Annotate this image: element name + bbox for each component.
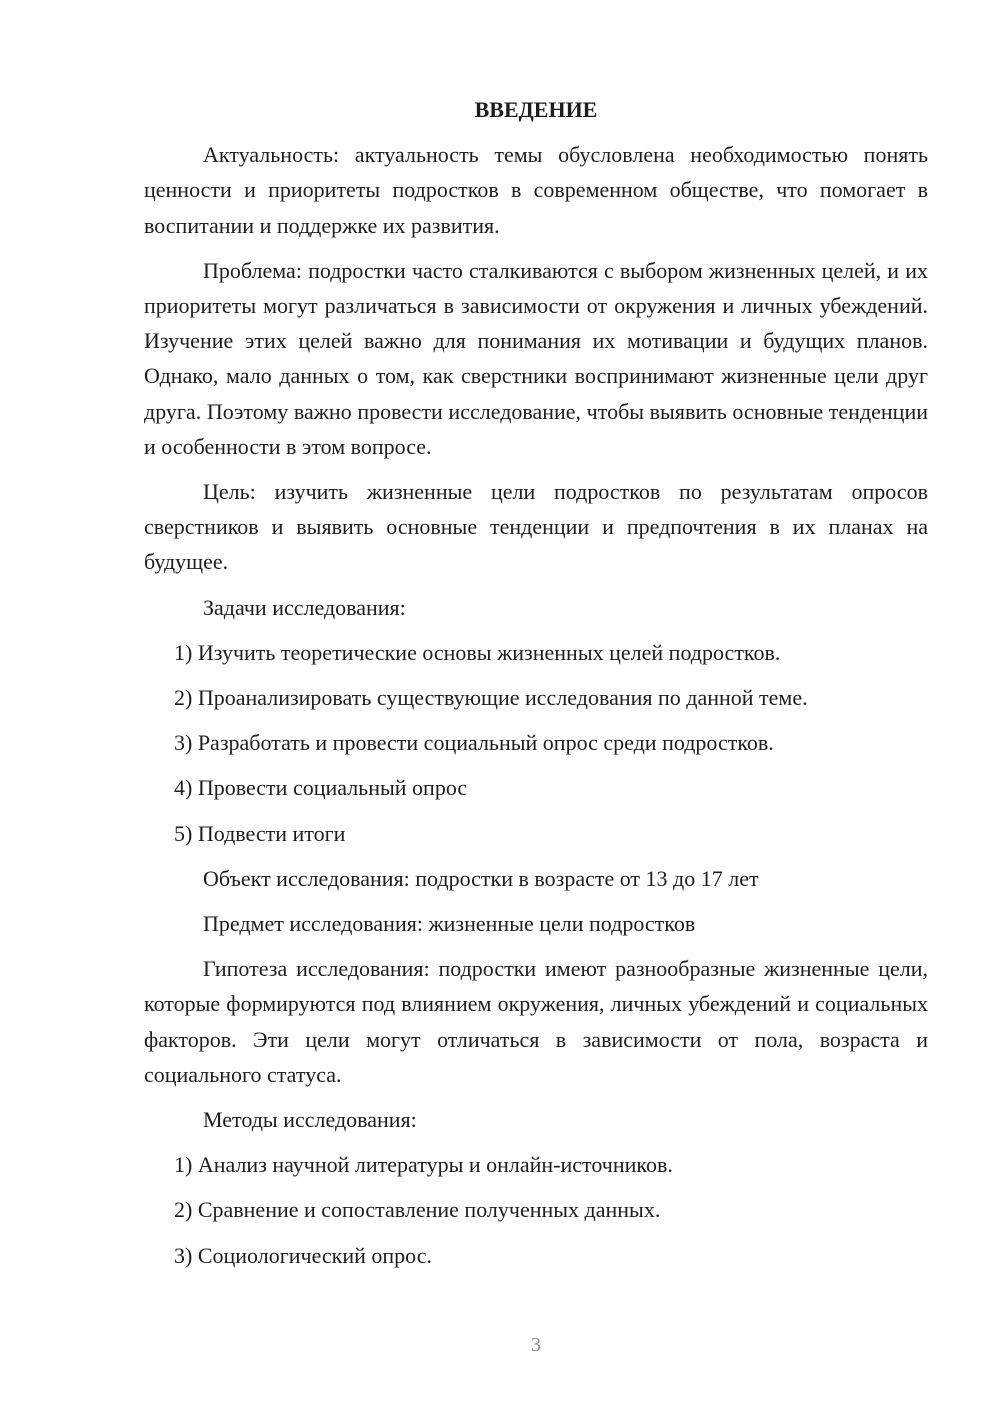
list-item: 3) Разработать и провести социальный опрос среди подростков. (174, 730, 774, 756)
methods-heading: Методы исследования: (203, 1107, 417, 1133)
subject-paragraph: Предмет исследования: жизненные цели подростков (203, 911, 696, 937)
goal-paragraph: Цель: изучить жизненные цели подростков по результатам опросов сверстников и выявить основные тенденции и предпочтения в их планах на будущее. (144, 479, 928, 575)
problem-paragraph: Проблема: подростки часто сталкиваются с выбором жизненных целей, и их приоритеты могут различаться в зависимости от окружения и личных убеждений. Изучение этих целей важно для понимания их мотивации и будущих планов. Однако, мало данных о том, как сверстники воспринимают жизненные цели друг друга. Поэтому важно провести исследование, чтобы выявить основные тенденции и особенности в этом вопросе. (144, 257, 928, 459)
relevance-paragraph: Актуальность: актуальность темы обусловлена необходимостью понять ценности и приоритеты подростков в современном обществе, что помогает в воспитании и поддержке их развития. (144, 142, 928, 238)
list-item: 5) Подвести итоги (174, 820, 346, 846)
section-title: ВВЕДЕНИЕ (474, 97, 598, 122)
tasks-list (144, 635, 928, 851)
list-item: 2) Проанализировать существующие исследования по данной теме. (174, 685, 808, 711)
page-number: 3 (531, 1334, 541, 1356)
methods-list (144, 1147, 928, 1273)
list-item: 4) Провести социальный опрос (174, 775, 468, 801)
document-page (144, 92, 928, 1283)
list-item: 3) Социологический опрос. (174, 1242, 432, 1268)
list-item: 2) Сравнение и сопоставление полученных данных. (174, 1197, 661, 1223)
hypothesis-paragraph: Гипотеза исследования: подростки имеют разнообразные жизненные цели, которые формируются под влиянием окружения, личных убеждений и социальных факторов. Эти цели могут отличаться в зависимости от пола, возраста и социального статуса. (144, 956, 928, 1087)
object-paragraph: Объект исследования: подростки в возрасте от 13 до 17 лет (203, 865, 759, 891)
tasks-heading: Задачи исследования: (203, 594, 406, 620)
list-item: 1) Анализ научной литературы и онлайн-источников. (174, 1152, 673, 1178)
list-item: 1) Изучить теоретические основы жизненных целей подростков. (174, 639, 781, 665)
